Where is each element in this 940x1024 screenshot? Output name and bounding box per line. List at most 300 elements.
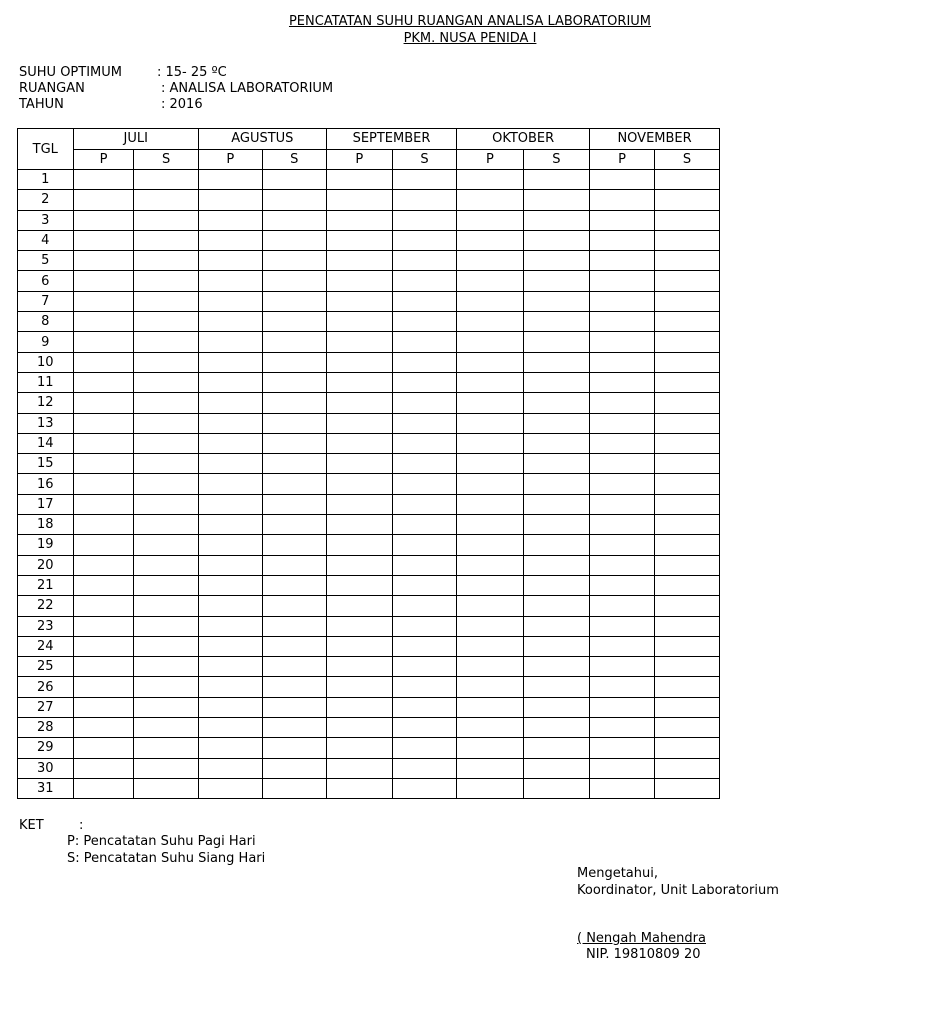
temperature-cell[interactable] [523,352,590,372]
temperature-cell[interactable] [523,433,590,453]
temperature-cell[interactable] [198,494,262,514]
temperature-cell[interactable] [262,332,326,352]
temperature-cell[interactable] [262,718,326,738]
temperature-cell[interactable] [134,230,198,250]
temperature-cell[interactable] [457,291,523,311]
temperature-cell[interactable] [457,271,523,291]
temperature-cell[interactable] [198,372,262,392]
temperature-cell[interactable] [134,271,198,291]
temperature-cell[interactable] [326,718,392,738]
temperature-cell[interactable] [655,474,720,494]
temperature-cell[interactable] [590,454,655,474]
temperature-cell[interactable] [73,352,134,372]
temperature-cell[interactable] [523,657,590,677]
temperature-cell[interactable] [262,372,326,392]
temperature-cell[interactable] [457,454,523,474]
temperature-cell[interactable] [73,738,134,758]
temperature-cell[interactable] [457,596,523,616]
temperature-cell[interactable] [655,636,720,656]
temperature-cell[interactable] [392,454,456,474]
temperature-cell[interactable] [655,555,720,575]
temperature-cell[interactable] [326,474,392,494]
temperature-cell[interactable] [590,393,655,413]
temperature-cell[interactable] [73,636,134,656]
temperature-cell[interactable] [198,251,262,271]
temperature-cell[interactable] [590,433,655,453]
temperature-cell[interactable] [73,697,134,717]
temperature-cell[interactable] [326,738,392,758]
temperature-cell[interactable] [326,778,392,798]
temperature-cell[interactable] [198,758,262,778]
temperature-cell[interactable] [457,758,523,778]
temperature-cell[interactable] [523,454,590,474]
temperature-cell[interactable] [655,190,720,210]
temperature-cell[interactable] [262,616,326,636]
temperature-cell[interactable] [392,697,456,717]
temperature-cell[interactable] [457,210,523,230]
temperature-cell[interactable] [655,352,720,372]
temperature-cell[interactable] [523,271,590,291]
temperature-cell[interactable] [590,413,655,433]
temperature-cell[interactable] [457,575,523,595]
temperature-cell[interactable] [590,535,655,555]
temperature-cell[interactable] [198,677,262,697]
temperature-cell[interactable] [73,393,134,413]
temperature-cell[interactable] [73,170,134,190]
temperature-cell[interactable] [326,697,392,717]
temperature-cell[interactable] [392,372,456,392]
temperature-cell[interactable] [523,555,590,575]
temperature-cell[interactable] [392,393,456,413]
temperature-cell[interactable] [392,718,456,738]
temperature-cell[interactable] [262,758,326,778]
temperature-cell[interactable] [73,718,134,738]
temperature-cell[interactable] [134,758,198,778]
temperature-cell[interactable] [523,372,590,392]
temperature-cell[interactable] [392,555,456,575]
temperature-cell[interactable] [392,575,456,595]
temperature-cell[interactable] [523,413,590,433]
temperature-cell[interactable] [655,332,720,352]
temperature-cell[interactable] [457,677,523,697]
temperature-cell[interactable] [457,535,523,555]
temperature-cell[interactable] [457,230,523,250]
temperature-cell[interactable] [134,190,198,210]
temperature-cell[interactable] [655,677,720,697]
temperature-cell[interactable] [523,738,590,758]
temperature-cell[interactable] [262,636,326,656]
temperature-cell[interactable] [523,230,590,250]
temperature-cell[interactable] [392,474,456,494]
temperature-cell[interactable] [198,332,262,352]
temperature-cell[interactable] [73,271,134,291]
temperature-cell[interactable] [326,312,392,332]
temperature-cell[interactable] [523,758,590,778]
temperature-cell[interactable] [262,210,326,230]
temperature-cell[interactable] [73,474,134,494]
temperature-cell[interactable] [262,555,326,575]
temperature-cell[interactable] [73,515,134,535]
temperature-cell[interactable] [198,738,262,758]
temperature-cell[interactable] [198,616,262,636]
temperature-cell[interactable] [73,372,134,392]
temperature-cell[interactable] [73,433,134,453]
temperature-cell[interactable] [198,170,262,190]
temperature-cell[interactable] [457,251,523,271]
temperature-cell[interactable] [457,555,523,575]
temperature-cell[interactable] [262,575,326,595]
temperature-cell[interactable] [392,210,456,230]
temperature-cell[interactable] [326,758,392,778]
temperature-cell[interactable] [198,515,262,535]
temperature-cell[interactable] [457,393,523,413]
temperature-cell[interactable] [198,697,262,717]
temperature-cell[interactable] [590,190,655,210]
temperature-cell[interactable] [134,210,198,230]
temperature-cell[interactable] [73,332,134,352]
temperature-cell[interactable] [392,677,456,697]
temperature-cell[interactable] [655,657,720,677]
temperature-cell[interactable] [457,697,523,717]
temperature-cell[interactable] [262,230,326,250]
temperature-cell[interactable] [392,170,456,190]
temperature-cell[interactable] [134,413,198,433]
temperature-cell[interactable] [262,413,326,433]
temperature-cell[interactable] [262,271,326,291]
temperature-cell[interactable] [457,515,523,535]
temperature-cell[interactable] [392,433,456,453]
temperature-cell[interactable] [198,230,262,250]
temperature-cell[interactable] [590,271,655,291]
temperature-cell[interactable] [262,738,326,758]
temperature-cell[interactable] [134,393,198,413]
temperature-cell[interactable] [590,312,655,332]
temperature-cell[interactable] [134,778,198,798]
temperature-cell[interactable] [590,474,655,494]
temperature-cell[interactable] [655,758,720,778]
temperature-cell[interactable] [326,677,392,697]
temperature-cell[interactable] [590,372,655,392]
temperature-cell[interactable] [198,718,262,738]
temperature-cell[interactable] [457,413,523,433]
temperature-cell[interactable] [590,738,655,758]
temperature-cell[interactable] [198,575,262,595]
temperature-cell[interactable] [198,454,262,474]
temperature-cell[interactable] [392,271,456,291]
temperature-cell[interactable] [134,657,198,677]
temperature-cell[interactable] [198,190,262,210]
temperature-cell[interactable] [457,190,523,210]
temperature-cell[interactable] [457,352,523,372]
temperature-cell[interactable] [73,210,134,230]
temperature-cell[interactable] [523,596,590,616]
temperature-cell[interactable] [523,535,590,555]
temperature-cell[interactable] [326,515,392,535]
temperature-cell[interactable] [198,352,262,372]
temperature-cell[interactable] [523,515,590,535]
temperature-cell[interactable] [326,332,392,352]
temperature-cell[interactable] [523,393,590,413]
temperature-cell[interactable] [326,433,392,453]
temperature-cell[interactable] [590,170,655,190]
temperature-cell[interactable] [523,494,590,514]
temperature-cell[interactable] [590,210,655,230]
temperature-cell[interactable] [73,190,134,210]
temperature-cell[interactable] [523,170,590,190]
temperature-cell[interactable] [134,596,198,616]
temperature-cell[interactable] [73,596,134,616]
temperature-cell[interactable] [134,738,198,758]
temperature-cell[interactable] [655,515,720,535]
temperature-cell[interactable] [523,697,590,717]
temperature-cell[interactable] [655,575,720,595]
temperature-cell[interactable] [326,251,392,271]
temperature-cell[interactable] [198,433,262,453]
temperature-cell[interactable] [655,433,720,453]
temperature-cell[interactable] [590,575,655,595]
temperature-cell[interactable] [457,332,523,352]
temperature-cell[interactable] [134,515,198,535]
temperature-cell[interactable] [392,636,456,656]
temperature-cell[interactable] [457,312,523,332]
temperature-cell[interactable] [392,312,456,332]
temperature-cell[interactable] [73,454,134,474]
temperature-cell[interactable] [198,636,262,656]
temperature-cell[interactable] [262,291,326,311]
temperature-cell[interactable] [392,596,456,616]
temperature-cell[interactable] [590,515,655,535]
temperature-cell[interactable] [134,454,198,474]
temperature-cell[interactable] [590,758,655,778]
temperature-cell[interactable] [655,312,720,332]
temperature-cell[interactable] [655,413,720,433]
temperature-cell[interactable] [392,778,456,798]
temperature-cell[interactable] [655,251,720,271]
temperature-cell[interactable] [73,555,134,575]
temperature-cell[interactable] [73,758,134,778]
temperature-cell[interactable] [326,352,392,372]
temperature-cell[interactable] [590,494,655,514]
temperature-cell[interactable] [326,454,392,474]
temperature-cell[interactable] [198,657,262,677]
temperature-cell[interactable] [134,170,198,190]
temperature-cell[interactable] [457,372,523,392]
temperature-cell[interactable] [655,210,720,230]
temperature-cell[interactable] [326,535,392,555]
temperature-cell[interactable] [590,677,655,697]
temperature-cell[interactable] [326,271,392,291]
temperature-cell[interactable] [457,474,523,494]
temperature-cell[interactable] [198,271,262,291]
temperature-cell[interactable] [134,555,198,575]
temperature-cell[interactable] [73,251,134,271]
temperature-cell[interactable] [326,190,392,210]
temperature-cell[interactable] [326,494,392,514]
temperature-cell[interactable] [134,251,198,271]
temperature-cell[interactable] [590,555,655,575]
temperature-cell[interactable] [198,596,262,616]
temperature-cell[interactable] [655,596,720,616]
temperature-cell[interactable] [326,372,392,392]
temperature-cell[interactable] [655,393,720,413]
temperature-cell[interactable] [655,271,720,291]
temperature-cell[interactable] [392,616,456,636]
temperature-cell[interactable] [590,778,655,798]
temperature-cell[interactable] [326,636,392,656]
temperature-cell[interactable] [655,778,720,798]
temperature-cell[interactable] [262,677,326,697]
temperature-cell[interactable] [590,291,655,311]
temperature-cell[interactable] [134,697,198,717]
temperature-cell[interactable] [262,778,326,798]
temperature-cell[interactable] [262,535,326,555]
temperature-cell[interactable] [392,230,456,250]
temperature-cell[interactable] [262,352,326,372]
temperature-cell[interactable] [457,718,523,738]
temperature-cell[interactable] [326,413,392,433]
temperature-cell[interactable] [655,170,720,190]
temperature-cell[interactable] [326,210,392,230]
temperature-cell[interactable] [392,657,456,677]
temperature-cell[interactable] [262,515,326,535]
temperature-cell[interactable] [392,291,456,311]
temperature-cell[interactable] [73,677,134,697]
temperature-cell[interactable] [457,778,523,798]
temperature-cell[interactable] [262,596,326,616]
temperature-cell[interactable] [523,636,590,656]
temperature-cell[interactable] [523,575,590,595]
temperature-cell[interactable] [326,393,392,413]
temperature-cell[interactable] [73,494,134,514]
temperature-cell[interactable] [523,312,590,332]
temperature-cell[interactable] [134,718,198,738]
temperature-cell[interactable] [134,312,198,332]
temperature-cell[interactable] [590,636,655,656]
temperature-cell[interactable] [457,738,523,758]
temperature-cell[interactable] [392,190,456,210]
temperature-cell[interactable] [326,230,392,250]
temperature-cell[interactable] [134,352,198,372]
temperature-cell[interactable] [73,575,134,595]
temperature-cell[interactable] [655,494,720,514]
temperature-cell[interactable] [590,230,655,250]
temperature-cell[interactable] [198,474,262,494]
temperature-cell[interactable] [134,575,198,595]
temperature-cell[interactable] [523,291,590,311]
temperature-cell[interactable] [198,413,262,433]
temperature-cell[interactable] [73,291,134,311]
temperature-cell[interactable] [655,291,720,311]
temperature-cell[interactable] [326,555,392,575]
temperature-cell[interactable] [262,494,326,514]
temperature-cell[interactable] [523,616,590,636]
temperature-cell[interactable] [655,718,720,738]
temperature-cell[interactable] [590,718,655,738]
temperature-cell[interactable] [523,210,590,230]
temperature-cell[interactable] [262,251,326,271]
temperature-cell[interactable] [457,636,523,656]
temperature-cell[interactable] [523,474,590,494]
temperature-cell[interactable] [590,352,655,372]
temperature-cell[interactable] [457,657,523,677]
temperature-cell[interactable] [326,291,392,311]
temperature-cell[interactable] [590,697,655,717]
temperature-cell[interactable] [198,778,262,798]
temperature-cell[interactable] [262,433,326,453]
temperature-cell[interactable] [392,758,456,778]
temperature-cell[interactable] [326,575,392,595]
temperature-cell[interactable] [590,596,655,616]
temperature-cell[interactable] [523,332,590,352]
temperature-cell[interactable] [392,515,456,535]
temperature-cell[interactable] [134,291,198,311]
temperature-cell[interactable] [590,657,655,677]
temperature-cell[interactable] [457,433,523,453]
temperature-cell[interactable] [73,778,134,798]
temperature-cell[interactable] [392,251,456,271]
temperature-cell[interactable] [134,494,198,514]
temperature-cell[interactable] [326,170,392,190]
temperature-cell[interactable] [73,535,134,555]
temperature-cell[interactable] [392,494,456,514]
temperature-cell[interactable] [392,738,456,758]
temperature-cell[interactable] [392,352,456,372]
temperature-cell[interactable] [523,718,590,738]
temperature-cell[interactable] [134,474,198,494]
temperature-cell[interactable] [392,332,456,352]
temperature-cell[interactable] [262,657,326,677]
temperature-cell[interactable] [73,413,134,433]
temperature-cell[interactable] [523,778,590,798]
temperature-cell[interactable] [262,454,326,474]
temperature-cell[interactable] [655,616,720,636]
temperature-cell[interactable] [457,616,523,636]
temperature-cell[interactable] [134,433,198,453]
temperature-cell[interactable] [134,535,198,555]
temperature-cell[interactable] [262,190,326,210]
temperature-cell[interactable] [392,535,456,555]
temperature-cell[interactable] [655,535,720,555]
temperature-cell[interactable] [198,555,262,575]
temperature-cell[interactable] [134,677,198,697]
temperature-cell[interactable] [655,372,720,392]
temperature-cell[interactable] [198,535,262,555]
temperature-cell[interactable] [262,312,326,332]
temperature-cell[interactable] [590,332,655,352]
temperature-cell[interactable] [198,210,262,230]
temperature-cell[interactable] [73,230,134,250]
temperature-cell[interactable] [134,636,198,656]
temperature-cell[interactable] [134,616,198,636]
temperature-cell[interactable] [198,291,262,311]
temperature-cell[interactable] [73,616,134,636]
temperature-cell[interactable] [523,251,590,271]
temperature-cell[interactable] [392,413,456,433]
temperature-cell[interactable] [590,251,655,271]
temperature-cell[interactable] [655,230,720,250]
temperature-cell[interactable] [198,393,262,413]
temperature-cell[interactable] [134,372,198,392]
temperature-cell[interactable] [262,697,326,717]
temperature-cell[interactable] [198,312,262,332]
temperature-cell[interactable] [134,332,198,352]
temperature-cell[interactable] [590,616,655,636]
temperature-cell[interactable] [262,393,326,413]
temperature-cell[interactable] [73,657,134,677]
temperature-cell[interactable] [326,616,392,636]
temperature-cell[interactable] [523,677,590,697]
temperature-cell[interactable] [262,474,326,494]
